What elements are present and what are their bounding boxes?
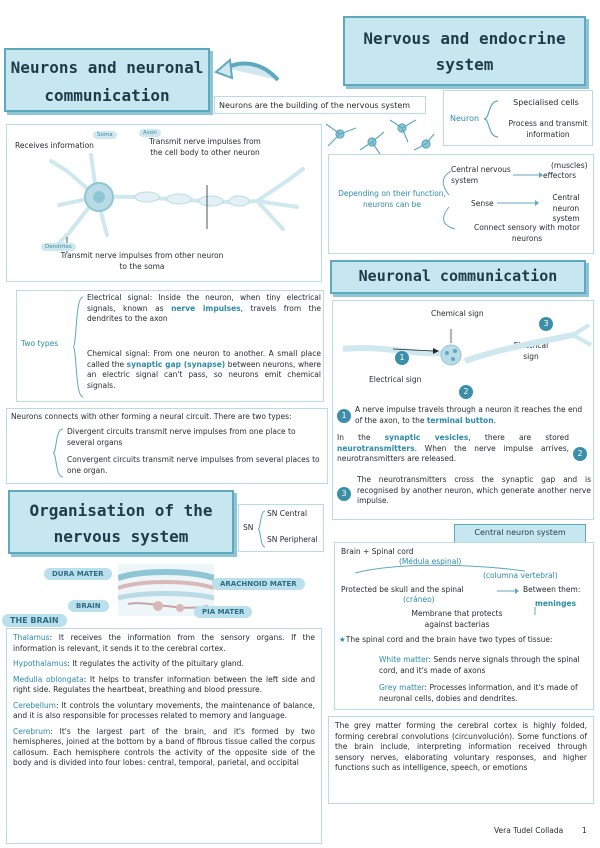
title-nervous-endocrine: Nervous and endocrine system [343, 16, 586, 86]
title-central-neuron-system: Central neuron system [454, 524, 586, 544]
dendrites-tag: Dendrites [41, 243, 76, 251]
chemical-signal-text: Chemical signal: From one neuron to another. A small place called the synaptic gap (synapse) between neurons, where an electric signal can't pass, so neurons emit chemical signals. [87, 349, 322, 390]
synapse-step-3: The neurotransmitters cross the synaptic gap and is recognised by another neuron, which generate another nerve impulse. [357, 475, 591, 505]
brace-icon [71, 295, 85, 399]
muscles-label: (muscles) [551, 161, 588, 170]
function-box [328, 154, 594, 254]
dendrites-text: Transmit nerve impulses from other neuron to the soma [60, 251, 224, 271]
electrical-sign-right: Electrical sign [513, 341, 549, 361]
function-arrows [329, 155, 595, 255]
circuit-intro: Neurons connects with other forming a neural circuit. There are two types: [11, 412, 292, 421]
two-types-box [16, 290, 324, 402]
sn-box [238, 504, 324, 552]
divergent-text: Divergent circuits transmit nerve impulses from one place to several organs [67, 427, 296, 447]
pia-mater-label: PIA MATER [194, 606, 252, 618]
effectors-label: effectors [543, 171, 577, 180]
page-number: 1 [582, 826, 587, 835]
sn-central: SN Central [267, 509, 308, 518]
function-label: Depending on their function, neurons can be [338, 189, 446, 209]
craneo-label: (cráneo) [403, 595, 435, 604]
dura-mater-label: DURA MATER [44, 568, 112, 580]
electrical-signal-text: Electrical signal: Inside the neuron, when tiny electrical signals, known as nerve impulses, travels from the dendrites to the axon [87, 293, 321, 323]
step-number: 1 [337, 409, 351, 423]
author: Vera Tudel Collada [494, 826, 564, 835]
brain-label: BRAIN [68, 600, 109, 612]
white-matter-text: White matter: Sends nerve signals through the spinal cord, and it's made of axons [379, 655, 580, 675]
axon-text: Transmit nerve impulses from the cell body to other neuron [149, 137, 261, 157]
step-marker: 1 [395, 351, 409, 365]
brain-part-thalamus: Thalamus: It receives the information from the sensory organs. If the information is relevant, it sends it to the cerebral cortex. [13, 633, 315, 653]
sense-label: Sense [471, 199, 494, 208]
convergent-text: Convergent circuits transmit nerve impulses from several places to one organ. [67, 455, 320, 475]
meninges-label: meninges [535, 599, 577, 608]
neuron-item: Specialised cells [513, 98, 579, 107]
central-neuron-label: Central neuron system [552, 193, 580, 223]
sn-label: SN [243, 523, 254, 532]
central-nervous-label: Central nervous system [451, 165, 511, 185]
intro-box: Neurons are the building of the nervous system [214, 96, 426, 114]
connect-label: Connect sensory with motor neurons [474, 223, 580, 243]
step-number: 2 [573, 447, 587, 461]
neural-circuit-box [6, 408, 328, 484]
step-marker: 3 [539, 317, 553, 331]
title-organisation: Organisation of the nervous system [8, 490, 234, 554]
brain-part-cerebellum: Cerebellum: It controls the voluntary movements, the maintenance of balance, and it is also responsible for processes related to memory and language. [13, 700, 315, 720]
title-neuronal-communication: Neuronal communication [330, 260, 586, 294]
step-number: 3 [337, 487, 351, 501]
curved-arrow-icon [212, 56, 282, 90]
brace-icon [482, 99, 500, 139]
electrical-sign-left: Electrical sign [369, 375, 422, 384]
star-icon: ★ [339, 635, 346, 644]
neuron-label: Neuron [450, 114, 480, 123]
sn-peripheral: SN Peripheral [267, 535, 318, 544]
the-brain-label: THE BRAIN [2, 614, 67, 627]
synapse-step-2: In the synaptic vesicles, there are stored neurotransmitters. When the nerve impulse arrives, neurotransmitters are released. [337, 433, 569, 463]
columna-label: (columna vertebral) [483, 571, 558, 580]
membrane-label: Membrane that protects against bacterias [411, 609, 503, 629]
axon-tag: Axon [139, 129, 161, 137]
soma-tag: Soma [93, 131, 117, 139]
soma-text: Receives information [15, 141, 94, 150]
brain-cord-label: Brain + Spinal cord [341, 547, 414, 556]
neurons-decoration-icon [322, 114, 437, 156]
neuron-diagram-box [6, 124, 322, 282]
chemical-sign-label: Chemical sign [431, 309, 484, 318]
title-neurons: Neurons and neuronal communication [4, 48, 210, 112]
neuron-item: Process and transmit information [508, 119, 588, 139]
brain-parts-box [6, 628, 322, 844]
grey-matter-text: Grey matter: Processes information, and it's made of neuronal cells, dobies and dendrites. [379, 683, 578, 703]
brain-part-cerebrum: Cerebrum: It's the largest part of the brain, and it's formed by two hemispheres, joined at the bottom by a band of fibrous tissue called the corpus callosum. Each hemisphere controls the activity of the opposite side of the body and is divided into four lobes: central, temporal, parietal, and occipital [13, 726, 315, 767]
medula-label: (Médula espinal) [399, 557, 462, 566]
grey-matter-box: The grey matter forming the cerebral cortex is highly folded, forming cerebral convolutions (circunvolución). Some functions of the brain include, interpreting information received through sensory nerves, elaborating voluntary responses, and higher functions such as intelligence, speech, or emotions [328, 716, 594, 804]
brace-icon [51, 427, 65, 479]
synapse-step-1: A nerve impulse travels through a neuron it reaches the end of the axon, to the terminal button. [355, 405, 583, 425]
brace-icon [257, 509, 267, 549]
brain-part-medulla: Medulla oblongata: It helps to transfer information between the left side and right side. Regulates the heartbeat, breathing and blood pressure. [13, 674, 315, 694]
tissue-text: ★The spinal cord and the brain have two types of tissue: [339, 635, 553, 644]
neuron-definition [443, 90, 593, 146]
arachnoid-mater-label: ARACHNOID MATER [212, 578, 305, 590]
synapse-box [332, 300, 594, 520]
step-marker: 2 [459, 385, 473, 399]
between-label: Between them: [523, 585, 581, 594]
two-types-label: Two types [21, 339, 59, 348]
protected-label: Protected be skull and the spinal [341, 585, 464, 594]
brain-part-hypothalamus: Hypothalamus: It regulates the activity of the pituitary gland. [13, 659, 244, 668]
cns-box [334, 542, 594, 710]
